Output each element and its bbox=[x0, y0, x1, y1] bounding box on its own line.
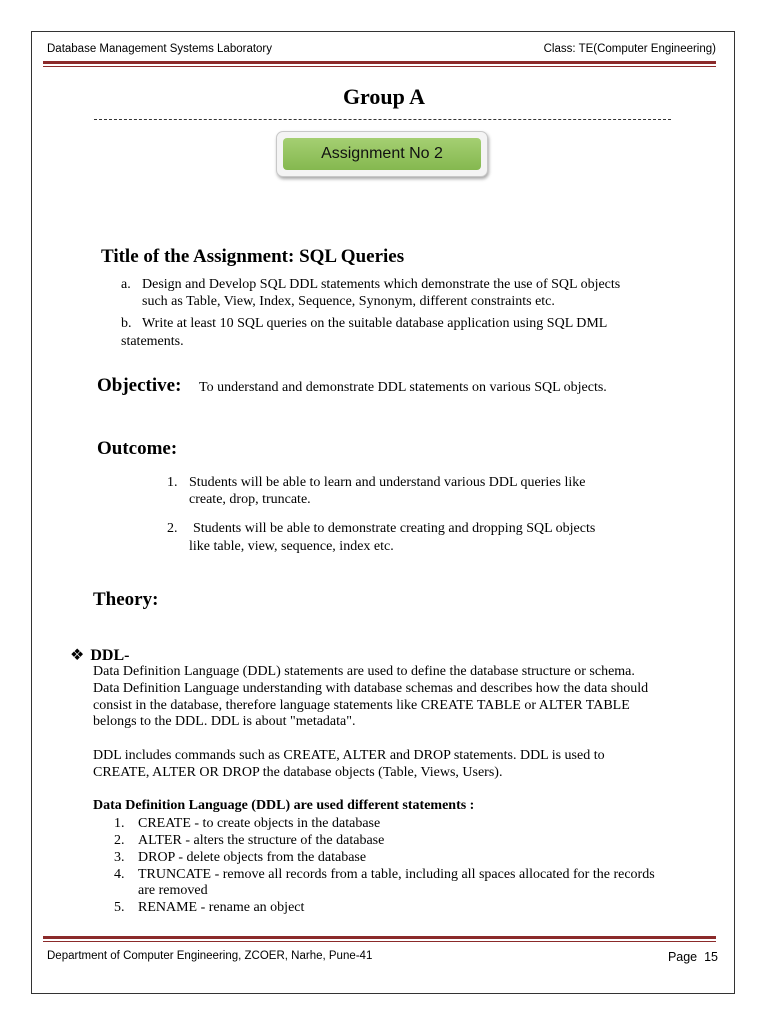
title-item-a-line2: such as Table, View, Index, Sequence, Synonym, different constraints etc. bbox=[142, 294, 555, 309]
ddl-p1-line: Data Definition Language (DDL) statements are used to define the database structure or schema. bbox=[93, 664, 635, 679]
outcome-2-line1: Students will be able to demonstrate creating and dropping SQL objects bbox=[193, 521, 596, 536]
outcome-2-line2: like table, view, sequence, index etc. bbox=[189, 539, 394, 554]
ddl-paragraph-1 bbox=[93, 664, 733, 731]
statement-3-text: DROP - delete objects from the database bbox=[138, 850, 367, 865]
statement-4-text-line2: are removed bbox=[138, 883, 208, 898]
ddl-p2-line: CREATE, ALTER OR DROP the database objects (Table, Views, Users). bbox=[93, 764, 503, 780]
ddl-heading bbox=[70, 645, 129, 665]
statement-1-marker: 1. bbox=[114, 816, 125, 831]
footer-page bbox=[668, 950, 718, 964]
statement-5-marker: 5. bbox=[114, 900, 125, 915]
title-item-a-marker: a. bbox=[121, 277, 131, 292]
ddl-p2-line: DDL includes commands such as CREATE, ALTER and DROP statements. DDL is used to bbox=[93, 748, 605, 763]
ddl-heading-text: DDL- bbox=[90, 647, 130, 664]
title-item-b-line1: Write at least 10 SQL queries on the suitable database application using SQL DML bbox=[142, 316, 608, 331]
assignment-badge-label: Assignment No 2 bbox=[283, 138, 481, 170]
statement-2-text: ALTER - alters the structure of the database bbox=[138, 833, 385, 848]
outcome-2-marker: 2. bbox=[167, 521, 178, 536]
footer-department: Department of Computer Engineering, ZCOER, Narhe, Pune-41 bbox=[47, 950, 373, 962]
outcome-1-line1: Students will be able to learn and understand various DDL queries like bbox=[189, 475, 586, 490]
ddl-paragraph-2 bbox=[93, 748, 733, 782]
footer-rule bbox=[43, 936, 716, 939]
objective-text: To understand and demonstrate DDL statements on various SQL objects. bbox=[199, 380, 607, 395]
statement-1-text: CREATE - to create objects in the database bbox=[138, 816, 381, 831]
statement-4-text-line1: TRUNCATE - remove all records from a table, including all spaces allocated for the records bbox=[138, 867, 655, 882]
ddl-p1-line: belongs to the DDL. DDL is about "metadata". bbox=[93, 714, 356, 730]
ddl-p1-line: consist in the database, therefore language statements like CREATE TABLE or ALTER TABLE bbox=[93, 697, 630, 713]
title-item-b-line2: statements. bbox=[121, 334, 184, 349]
ddl-p1-line: Data Definition Language understanding with database schemas and describes how the data should bbox=[93, 680, 649, 696]
assignment-title: Title of the Assignment: SQL Queries bbox=[101, 246, 405, 267]
theory-label: Theory: bbox=[93, 589, 159, 610]
outcome-1-marker: 1. bbox=[167, 475, 178, 490]
footer-page-label: Page bbox=[667, 950, 698, 964]
diamond-bullet-icon: ❖ bbox=[70, 647, 85, 664]
header-rule bbox=[43, 61, 716, 64]
footer-page-number: 15 bbox=[704, 950, 718, 964]
statements-heading: Data Definition Language (DDL) are used different statements : bbox=[93, 798, 475, 813]
title-item-a-line1: Design and Develop SQL DDL statements which demonstrate the use of SQL objects bbox=[142, 277, 621, 292]
outcome-1-line2: create, drop, truncate. bbox=[189, 492, 311, 507]
assignment-badge bbox=[276, 131, 488, 177]
outcome-label: Outcome: bbox=[97, 438, 178, 459]
title-item-b-marker: b. bbox=[121, 316, 132, 331]
statement-4-marker: 4. bbox=[114, 867, 125, 882]
group-title: Group A bbox=[342, 84, 426, 109]
dashed-divider bbox=[94, 119, 671, 120]
header-rule-thin bbox=[43, 66, 716, 67]
header-class: Class: TE(Computer Engineering) bbox=[543, 43, 716, 55]
objective-label: Objective: bbox=[97, 375, 182, 396]
statement-5-text: RENAME - rename an object bbox=[138, 900, 305, 915]
header-course-title: Database Management Systems Laboratory bbox=[47, 43, 273, 55]
statement-2-marker: 2. bbox=[114, 833, 125, 848]
statement-3-marker: 3. bbox=[114, 850, 125, 865]
footer-rule-thin bbox=[43, 941, 716, 942]
